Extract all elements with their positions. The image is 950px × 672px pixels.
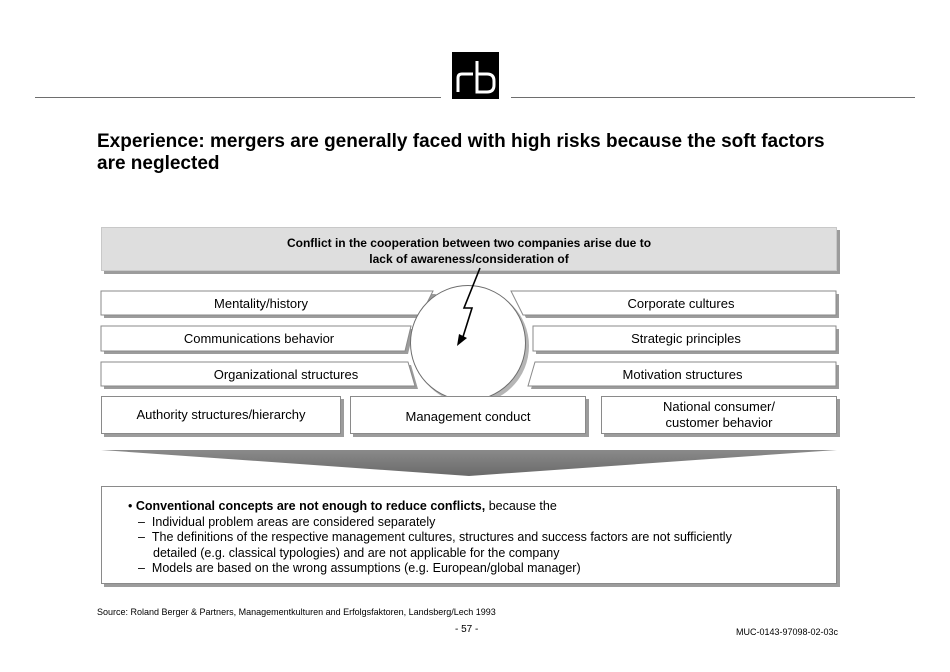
national-consumer-line-2: customer behavior [665, 415, 773, 430]
page-title: Experience: mergers are generally faced with high risks because the soft factors are neglected [97, 131, 825, 174]
main-bullet-rest: because the [485, 499, 557, 513]
left-item-communications [101, 326, 417, 351]
left-item-label: Communications behavior [183, 331, 335, 346]
left-item-label: Mentality/history [214, 295, 308, 311]
national-consumer-box [601, 396, 837, 434]
management-conduct-label: Management conduct [405, 409, 531, 424]
right-item-strategic-principles [535, 326, 837, 351]
header-line-1: Conflict in the cooperation between two companies arise due to [286, 236, 652, 250]
header-line-2: lack of awareness/consideration of [369, 252, 569, 266]
left-item-mentality [101, 291, 421, 315]
right-item-label: Corporate cultures [627, 295, 735, 311]
main-bullet: • Conventional concepts are not enough to reduce conflicts, because the [128, 499, 557, 513]
management-conduct-box [350, 396, 586, 434]
rb-logo [452, 52, 499, 99]
conclusion-box [101, 486, 837, 584]
source-note: Source: Roland Berger & Partners, Managementkulturen and Erfolgsfaktoren, Landsberg/Lech 1993 [97, 607, 496, 617]
rb-logo-icon [452, 52, 499, 99]
right-item-label: Motivation structures [622, 366, 743, 382]
document-code: MUC-0143-97098-02-03c [736, 627, 839, 637]
right-item-motivation-structures [528, 362, 837, 386]
sub-bullet: – Individual problem areas are considered separately [138, 514, 436, 529]
sub-bullet-continuation: detailed (e.g. classical typologies) and are not applicable for the company [153, 545, 560, 560]
right-item-label: Strategic principles [631, 331, 741, 346]
top-rule-right [511, 97, 915, 98]
main-bullet-bold: Conventional concepts are not enough to reduce conflicts, [135, 499, 486, 513]
page-number: - 57 - [455, 624, 479, 635]
national-consumer-line-1: National consumer/ [663, 399, 775, 414]
sub-bullet: – Models are based on the wrong assumptions (e.g. European/global manager) [138, 561, 581, 575]
right-item-corporate-cultures [525, 291, 837, 315]
left-item-label: Organizational structures [213, 366, 359, 382]
left-item-label: Authority structures/hierarchy [136, 407, 306, 422]
authority-structures-box [101, 396, 341, 434]
sub-bullet: – The definitions of the respective management cultures, structures and success factors are not sufficiently [138, 530, 732, 544]
downward-arrow-band [101, 449, 837, 477]
top-rule-left [35, 97, 441, 98]
lightning-arrow-icon [440, 262, 500, 357]
